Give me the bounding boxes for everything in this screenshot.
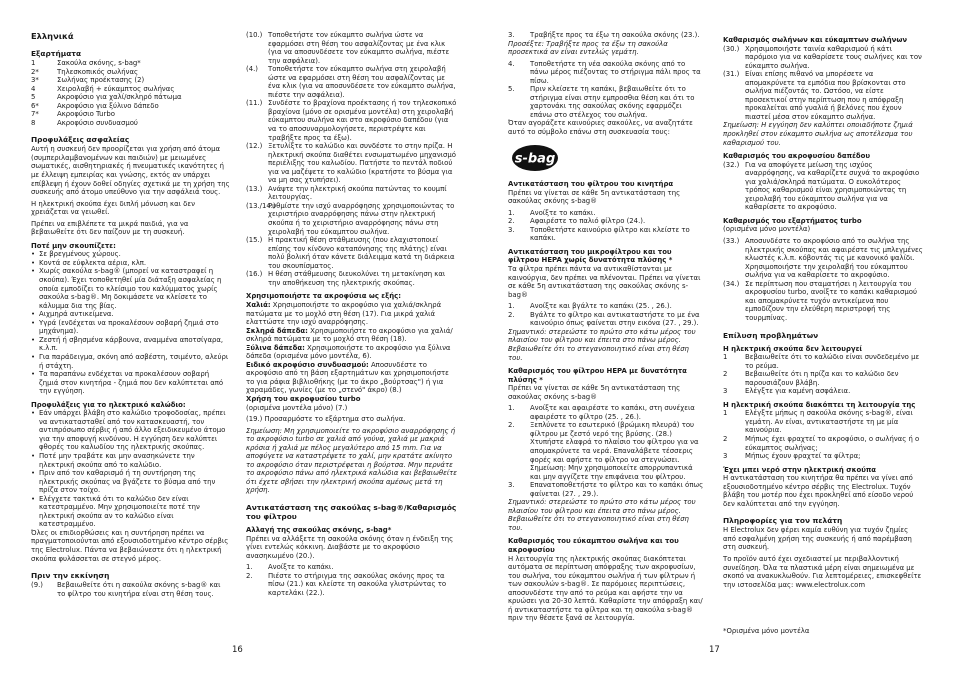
note: Προσέξτε: Τραβήξτε προς τα έξω τη σακούλα προσεκτικά αν είναι εντελώς γεμάτη. <box>508 39 668 57</box>
list-item <box>508 302 705 311</box>
bullet-icon: • <box>31 335 36 344</box>
list-item <box>723 237 923 280</box>
list-item <box>246 572 458 598</box>
subheading: Ποτέ μην σκουπίζετε: <box>31 241 116 250</box>
section-heading: Επίλυση προβλημάτων <box>723 330 819 340</box>
item-number: 5 <box>31 93 36 102</box>
item-text: Πριν από τον καθαρισμό ή τη συντήρηση της ηλεκτρικής σκούπας να βγάζετε το βύσμα από την πρίζα στον τοίχο. <box>39 469 216 495</box>
item-number: 1 <box>723 409 728 418</box>
bullet-item <box>31 310 230 319</box>
item-text: Συνδέστε το βραχίονα προέκτασης ή τον τηλεσκοπικό βραχίονα (μόνο σε ορισμένα μοντέλα) στη χειρολαβή εύκαμπτου σωλήνα και στο ακροφύσιο δαπέδου (για να το αποσυναρμολογήσετε, περιστρέψτε και τραβήξτε προς τα έξω). <box>268 99 457 142</box>
item-text: Μήπως έχει φραχτεί το ακροφύσιο, ο σωλήνας ή ο εύκαμπτος σωλήνας; <box>745 434 920 452</box>
nozzle-paragraph <box>246 395 458 404</box>
equipment-item <box>31 93 230 102</box>
item-text: Τοποθετήστε τον εύκαμπτο σωλήνα ώστε να εφαρμόσει στη θέση του ασφαλίζοντας με ένα κλικ (για να αποσυνδέσετε τον εύκαμπτο σωλήνα, πιέστε την ασφάλεια). <box>268 31 450 65</box>
s-bag-logo-text: s-bag <box>514 151 556 167</box>
note: Σημαντικό: στερεώστε το πρώτο στο κάτω μέρος του πλαισίου του φίλτρου και έπειτα στο πάνω μέρος. Βεβαιωθείτε ότι το στεγανοποιητικό είναι στη θέση του. <box>508 327 696 362</box>
column-3 <box>508 31 705 626</box>
item-text: Ακροφύσιο για χαλί/σκληρό πάτωμα <box>57 93 182 102</box>
item-number: 1. <box>508 302 515 311</box>
list-item <box>723 409 923 435</box>
bullet-icon: • <box>31 469 36 478</box>
item-number: 3* <box>31 76 39 85</box>
item-text: Η θέση στάθμευσης διευκολύνει τη μετακίνηση και την αποθήκευση της ηλεκτρικής σκούπας. <box>268 270 446 287</box>
item-text: Ξεπλύνετε το εσωτερικό (βρώμικη πλευρά) του φίλτρου με ζεστό νερό της βρύσης. (28.) Χτυπήστε ελαφρά το πλαίσιο του φίλτρου για να απομακρύνετε τα νερά. Επαναλάβετε τέσσερις φορές και αφήστε το φίλτρο να στεγνώσει. Σημείωση: Μην χρησιμοποιείτε απορρυπαντικά και μην αγγίζετε την επιφάνεια του φίλτρου. <box>530 421 699 481</box>
item-number: 4 <box>31 84 36 93</box>
bullet-icon: • <box>31 352 36 361</box>
nozzle-text: Χρησιμοποιήστε το ακροφύσιο για χαλιά/σκληρά πατώματα με το μοχλό στη θέση (18). <box>246 326 453 344</box>
bullet-item <box>31 259 230 268</box>
paragraph: Πρέπει να γίνεται σε κάθε 5η αντικατάσταση της σακούλας σκόνης s-bag® <box>508 384 681 401</box>
item-number: 2. <box>508 421 515 430</box>
item-text: Πριν κλείσετε τη καπάκι, βεβαιωθείτε ότι το στήριγμα είναι στην εμπροσθια θέση και ότι το χαρτονάκι της σακούλας σκόνης εφαρμόζει επάνω στο στέλεχος του σωλήνα. <box>530 85 695 119</box>
equipment-item <box>31 68 230 77</box>
section-heading: Εξαρτήματα <box>31 49 82 58</box>
item-number: 2. <box>508 217 515 226</box>
item-text: Ανάψτε την ηλεκτρική σκούπα πατώντας το κουμπί λειτουργίας. <box>268 184 447 202</box>
item-number: 1 <box>723 353 728 362</box>
item-text: Σε βρεγμένους χώρους. <box>39 250 121 259</box>
nozzle-label: Ειδικό ακροφύσιο συνδυασμού: <box>246 360 369 369</box>
item-text: Σωλήνας προέκτασης (2) <box>57 76 145 85</box>
bullet-icon: • <box>31 310 36 319</box>
subheading: Έχει μπει νερό στην ηλεκτρική σκούπα <box>723 465 877 474</box>
item-text: Ανοίξτε το καπάκι. <box>268 563 334 572</box>
item-text: Τοποθετήστε τον εύκαμπτο σωλήνα στη χειρολαβή ώστε να εφαρμόσει στη θέση του ασφαλίζοντας με ένα κλικ (για να αποσυνδέσετε τον εύκαμπτο σωλήνα, πιέστε την ασφάλεια). <box>268 65 456 99</box>
item-text: Τα παραπάνω ενδέχεται να προκαλέσουν σοβαρή ζημιά στον κινητήρα - ζημιά που δεν καλύπτεται από την εγγύηση. <box>39 370 224 396</box>
item-number: 1. <box>246 563 253 572</box>
subheading: Αλλαγή της σακούλας σκόνης, s-bag* <box>246 525 392 534</box>
nozzle-text: Χρησιμοποιήστε το ακροφύσιο για ξύλινα δάπεδα (ορισμένα μόνο μοντέλα, 6). <box>246 343 451 361</box>
list-item <box>508 60 705 86</box>
paragraph: Το προϊόν αυτό έχει σχεδιαστεί με περιβαλλοντική συνείδηση. Όλα τα πλαστικά μέρη είναι σημειωμένα με σκοπό να ανακυκλωθούν. Για λεπτομέρειες, επισκεφθείτε την ιστοσελίδα μας: www.electrolux.com <box>723 554 922 589</box>
bullet-item <box>31 495 230 529</box>
footnote: *Ορισμένα μόνο μοντέλα <box>723 627 810 636</box>
item-text: Βεβαιωθείτε ότι η σακούλα σκόνης s-bag® και το φίλτρο του κινητήρα είναι στη θέση τους. <box>57 581 221 598</box>
item-number: (11.) <box>246 99 263 108</box>
bullet-icon: • <box>31 409 36 418</box>
item-text: Ανοίξτε και αφαιρέστε το καπάκι, στη συνέχεια αφαιρέστε το φίλτρο (25. , 26.). <box>530 404 695 421</box>
bullet-item <box>31 370 230 396</box>
item-text: Πιέστε το στήριγμα της σακούλας σκόνης προς τα πίσω (21.) και κλείστε τη σακούλα γλιστρώντας το καρτελάκι (22.). <box>268 571 447 597</box>
item-text: Είναι επίσης πιθανό να μπορέσετε να απομακρύνετε τα εμπόδια που βρίσκονται στο σωλήνα πιέζοντάς το. Ωστόσο, να είστε προσεκτικοί στην περίπτωση που η απόφραξη προκαλείται από γυαλιά ή βελόνες που έχουν πιαστεί μέσα στον εύκαμπτο σωλήνα. <box>745 70 906 121</box>
section-heading: Πληροφορίες για τον πελάτη <box>723 516 843 526</box>
list-item <box>723 353 923 370</box>
item-text: Ανοίξτε και βγάλτε το καπάκι (25. , 26.). <box>530 302 672 311</box>
item-text: Κοντά σε εύφλεκτα αέρια, κλπ. <box>39 258 147 267</box>
paragraph: Πρέπει να γίνεται σε κάθε 5η αντικατάσταση της σακούλας σκόνης s-bag® <box>508 188 681 206</box>
note: Σημείωση: Μη χρησιμοποιείτε το ακροφύσιο αναρρόφησης ή το ακροφύσιο turbo σε χαλιά από γούνα, χαλιά με μακριά κρόσια ή χαλιά με πέλος μεγαλύτερο από 15 mm. Για να αποφύγετε να καταστρέψετε το χαλί, μην κρατάτε ακίνητο το ακροφύσιο όταν περιστρέφεται η βούρτσα. Μην περνάτε το ακροφύσιο πάνω από ηλεκτρικά καλώδια και βεβαιωθείτε ότι έχετε σβήσει την ηλεκτρική σκούπα αμέσως μετά τη χρήση. <box>246 426 458 495</box>
item-number: (16.) <box>246 270 263 279</box>
bullet-item <box>31 250 230 259</box>
item-text: Ποτέ μην τραβάτε και μην ανασηκώνετε την ηλεκτρική σκούπα από το καλώδιο. <box>39 451 195 469</box>
instruction-step <box>246 185 458 202</box>
s-bag-logo <box>510 143 705 176</box>
item-number: (15.) <box>246 236 263 245</box>
nozzle-label: Σκληρά δάπεδα: <box>246 326 308 335</box>
paragraph: Αυτή η συσκευή δεν προορίζεται για χρήση από άτομα (συμπεριλαμβανομένων και παιδιών) με μειωμένες σωματικές, αισθητηριακές ή πνευματικές ικανότητες ή με έλλειψη εμπειρίας και γνώσης, εκτός αν υπάρχει επίβλεψη ή έχουν δοθεί οδηγίες σχετικά με τη χρήση της συσκευής από άτομο υπεύθυνο για την ασφάλειά τους. <box>31 145 230 197</box>
list-item <box>723 435 923 452</box>
item-text: Ακροφύσιο συνδυασμού <box>57 118 138 127</box>
subheading: Καθαρισμός του φίλτρου HEPA με δυνατότητα πλύσης * <box>508 367 687 384</box>
paragraph: (ορισμένα μοντέλα μόνο) (7.) <box>246 403 348 412</box>
item-text: Ανοίξτε το καπάκι. <box>530 208 596 217</box>
item-text: Υγρά (ενδέχεται να προκαλέσουν σοβαρή ζημιά στο μηχάνημα). <box>39 318 219 336</box>
nozzle-paragraph <box>246 327 458 344</box>
bullet-icon: • <box>31 494 36 503</box>
paragraph: Όταν αγοράζετε καινούριες σακούλες, να αναζητάτε αυτό το σύμβολο επάνω στη συσκευασία τους: <box>508 119 693 137</box>
subheading: Αντικατάσταση του μικροφίλτρου και του φίλτρου HEPA χωρίς δυνατότητα πλύσης * <box>508 247 673 265</box>
item-text: Τηλεσκοπικός σωλήνας <box>57 67 139 76</box>
item-number: 3. <box>508 31 515 39</box>
item-number: 1. <box>508 404 515 413</box>
bullet-item <box>31 409 230 452</box>
subheading: Η ηλεκτρική σκούπα δεν λειτουργεί <box>723 344 863 353</box>
item-text: Σε περίπτωση που σταματήσει η λειτουργία του ακροφυσίου turbo, ανοίξτε το καπάκι καθαρισμού και απομακρύνετε τυχόν αντικείμενα που εμποδίζουν την ελεύθερη περιστροφή της τουρμπίνας. <box>745 279 917 322</box>
paragraph: Πρέπει να επιβλέπετε τα μικρά παιδιά, για να βεβαιωθείτε ότι δεν παίζουν με τη συσκευή. <box>31 219 189 237</box>
item-text: Ακροφύσιο για ξύλινο δάπεδο <box>57 101 159 110</box>
equipment-item <box>31 59 230 68</box>
item-number: 2. <box>246 571 253 580</box>
subheading: Η ηλεκτρική σκούπα διακόπτει τη λειτουργία της <box>723 400 916 409</box>
bullet-icon: • <box>31 267 36 276</box>
paragraph: (19.) Προσαρμόστε το εξάρτημα στο σωλήνα. <box>246 415 406 424</box>
item-text: Ξετυλίξτε το καλώδιο και συνδέστε το στην πρίζα. Η ηλεκτρική σκούπα διαθέτει ενσωματωμένο μηχανισμό περιέλιξης του καλωδίου. Πατήστε το πεντάλ ποδιού για να μαζέψετε το καλώδιο (κρατήστε το βύσμα για να μη σας χτυπήσει). <box>268 142 456 185</box>
paragraph: Όλες οι επιδιορθώσεις και η συντήρηση πρέπει να πραγματοποιούνται από εξουσιοδοτημένο κέντρο σέρβις της Electrolux. Πάντα να βεβαιώνεστε ότι η ηλεκτρική σκούπα φυλάσσεται σε στεγνό μέρος. <box>31 528 229 563</box>
paragraph: (ορισμένα μόνο μοντέλα) <box>723 225 811 234</box>
item-number: 1 <box>31 59 36 67</box>
column-4 <box>723 31 923 636</box>
subheading: Καθαρισμός του ακροφυσίου δαπέδου <box>723 152 871 161</box>
equipment-item <box>31 85 230 94</box>
equipment-item <box>31 76 230 85</box>
item-number: (10.) <box>246 31 263 39</box>
list-item <box>723 370 923 387</box>
language-title: Ελληνικά <box>31 31 74 41</box>
item-number: (13.) <box>246 184 263 193</box>
item-text: Για να αποφύγετε μείωση της ισχύος αναρρόφησης, να καθαρίζετε συχνά το ακροφύσιο για χαλιά/σκληρά πατώματα. Ο ευκολότερος τρόπος καθαρισμού είναι χρησιμοποιώντας τη χειρολαβή του εύκαμπτου σωλήνα για να καθαρίσετε το ακροφύσιο. <box>745 160 920 212</box>
equipment-item <box>31 119 230 128</box>
list-item <box>508 217 705 226</box>
item-number: (34.) <box>723 279 740 288</box>
bullet-item <box>31 469 230 495</box>
subheading: Προφυλάξεις για το ηλεκτρικό καλώδιο: <box>31 400 186 409</box>
item-number: (31.) <box>723 70 740 79</box>
subheading: Καθαρισμός του εξαρτήματος turbo <box>723 216 862 225</box>
item-text: Χωρίς σακούλα s-bag® (μπορεί να καταστραφεί η σκούπα). Έχει τοποθετηθεί μία διάταξη ασφαλείας η οποία εμποδίζει το κλείσιμο του καλύμματος χωρίς σακούλα s-bag®. Μη δοκιμάσετε να κλείσετε το κάλυμμα δια της βίας. <box>39 267 222 310</box>
item-number: (32.) <box>723 160 740 169</box>
item-number: 8 <box>31 118 36 127</box>
item-text: Μήπως έχουν φραχτεί τα φίλτρα; <box>745 452 861 461</box>
list-item <box>723 161 923 212</box>
list-item <box>723 70 923 121</box>
item-number: 6* <box>31 101 39 110</box>
list-item <box>508 209 705 218</box>
item-text: Ζεστή ή σβησμένα κάρβουνα, αναμμένα αποτσίγαρα, κ.λ.π. <box>39 335 224 353</box>
item-number: (4.) <box>246 65 258 74</box>
paragraph: Τα φίλτρα πρέπει πάντα να αντικαθίστανται με καινούργια, δεν πρέπει να πλένονται. Πρέπει να γίνεται σε κάθε 5η αντικατάσταση της σακούλας σκόνης s-bag® <box>508 265 701 299</box>
paragraph: Η Electrolux δεν φέρει καμία ευθύνη για τυχόν ζημίες από εσφαλμένη χρήση της συσκευής ή από παρέμβαση στη συσκευή. <box>723 526 912 552</box>
note: Σημείωση: Η εγγύηση δεν καλύπτει οποιαδήποτε ζημιά προκληθεί στον εύκαμπτο σωλήνα ως αποτέλεσμα του καθαρισμού του. <box>723 121 913 147</box>
instruction-step <box>246 270 458 287</box>
item-text: Σακούλα σκόνης, s-bag* <box>57 59 141 67</box>
subheading: Καθαρισμός σωλήνων και εύκαμπτων σωλήνων <box>723 36 908 44</box>
column-1 <box>31 32 230 598</box>
list-item <box>508 481 705 498</box>
bullet-icon: • <box>31 258 36 267</box>
item-text: Βεβαιωθείτε ότι το καλώδιο είναι συνδεδεμένο με το ρεύμα. <box>745 353 920 370</box>
item-text: Αποσυνδέστε το ακροφύσιο από το σωλήνα της ηλεκτρικής σκούπας και αφαιρέστε τις μπλεγμένες κλωστές κ.λ.π. κόβοντάς τις με κανονικό ψαλίδι. Χρησιμοποιήστε την χειρολαβή του εύκαμπτου σωλήνα για να καθαρίσετε το ακροφύσιο. <box>745 237 923 280</box>
list-item <box>723 452 923 461</box>
section-heading: Πριν την εκκίνηση <box>31 571 110 581</box>
subheading: Αντικατάσταση του φίλτρου του κινητήρα <box>508 180 674 189</box>
list-item <box>723 280 923 323</box>
instruction-step <box>246 65 458 99</box>
list-item <box>508 421 705 481</box>
paragraph: Η αντικατάσταση του κινητήρα θα πρέπει να γίνει από εξουσιοδοτημένο κέντρο σέρβις της Electrolux. Τυχόν βλάβη του μοτέρ που έχει προκληθεί από είσοδο νερού δεν καλύπτεται από την εγγύηση. <box>723 474 914 508</box>
nozzle-paragraph <box>246 344 458 361</box>
item-text: Αιχμηρά αντικείμενα. <box>39 310 114 319</box>
item-text: Ρυθμίστε την ισχύ αναρρόφησης χρησιμοποιώντας το χειριστήριο αναρρόφησης πάνω στην ηλεκτρική σκούπα ή το χειριστήριο αναρρόφησης πάνω στη χειρολαβή του εύκαμπτου σωλήνα. <box>268 201 455 236</box>
item-number: 2. <box>508 310 515 319</box>
item-text: Για παράδειγμα, σκόνη από ασβέστη, τσιμέντο, αλεύρι ή στάχτη. <box>39 352 229 370</box>
nozzle-label: Χαλιά: <box>246 300 271 309</box>
paragraph: Πρέπει να αλλάξετε τη σακούλα σκόνης όταν η ένδειξη της γίνει εντελώς κόκκινη. Διαβάστε με το ακροφύσιο ανασηκωμένο (20.). <box>246 534 454 560</box>
column-2 <box>246 31 458 597</box>
instruction-step <box>246 142 458 185</box>
subheading: Καθαρισμός του εύκαμπτου σωλήνα και του ακροφυσίου <box>508 537 679 554</box>
bullet-icon: • <box>31 370 36 379</box>
item-text: Αφαιρέστε το παλιό φίλτρο (24.). <box>530 217 646 226</box>
page-number-left: 16 <box>232 645 243 655</box>
paragraph: Η ηλεκτρική σκούπα έχει διπλή μόνωση και δεν χρειάζεται να γειωθεί. <box>31 199 195 217</box>
paragraph: Η λειτουργία της ηλεκτρικής σκούπας διακόπτεται αυτόματα σε περίπτωση απόφραξης των ακροφυσίων, του σωλήνα, του εύκαμπτου σωλήνα ή των φίλτρων ή των σακουλών s-bag®. Σε παρόμοιες περιπτώσεις, αποσυνδέστε την από το ρεύμα και αφήστε την να κρυώσει για 20-30 λεπτά. Καθαρίστε την απόφραξη και/ή αντικαταστήστε τα φίλτρα και τη σακούλα s-bag® πριν την θέσετε ξανά σε λειτουργία. <box>508 554 703 623</box>
section-heading: Προφυλάξεις ασφαλείας <box>31 135 130 145</box>
item-number: 2* <box>31 67 39 76</box>
item-number: 2 <box>723 434 728 443</box>
equipment-item <box>31 110 230 119</box>
bullet-icon: • <box>31 451 36 460</box>
item-text: Επανατοποθετήστε το φίλτρο και το καπάκι όπως φαίνεται (27. , 29.). <box>530 481 704 498</box>
list-item <box>508 311 705 328</box>
nozzle-paragraph <box>246 301 458 327</box>
item-text: Εάν υπάρχει βλάβη στο καλώδιο τροφοδοσίας, πρέπει να αντικατασταθεί από τον κατασκευαστή, τον αντιπρόσωπο σέρβις ή από άλλο εξειδικευμένο άτομο για την αποφυγή κινδύνου. Η εγγύηση δεν καλύπτει φθορές του καλωδίου της ηλεκτρικής σκούπας. <box>39 409 226 452</box>
item-text: Βεβαιωθείτε ότι η πρίζα και το καλώδιο δεν παρουσιάζουν βλάβη. <box>745 370 899 387</box>
item-number: 2 <box>723 370 728 379</box>
item-number: 1. <box>508 208 515 217</box>
item-number: 3 <box>723 387 728 396</box>
bullet-item <box>31 353 230 370</box>
list-item <box>723 45 923 71</box>
item-number: 3. <box>508 225 515 234</box>
item-number: (13./14.) <box>246 201 276 210</box>
item-text: Βγάλτε το φίλτρο και αντικαταστήστε το με ένα καινούριο όπως φαίνεται στην εικόνα (27. , 29.). <box>530 310 700 328</box>
item-text: Η πρακτική θέση στάθμευσης (που ελαχιστοποιεί επίσης τον κίνδυνο καταπόνησης της πλάτης) είναι πολύ βολική όταν κάνετε διάλειμμα κατά τη διάρκεια του σκουπίσματος. <box>268 236 455 270</box>
item-text: Τοποθετήστε τη νέα σακούλα σκόνης από το πάνω μέρος πιέζοντας το στήριγμα πάλι προς τα πίσω. <box>530 59 701 85</box>
section-heading: Αντικατάσταση της σακούλας s-bag®/Καθαρισμός του φίλτρου <box>246 502 457 521</box>
item-text: Ελέγξτε για καμένη ασφάλεια. <box>745 387 851 396</box>
nozzle-label: Ξύλινα δάπεδα: <box>246 343 305 352</box>
list-item <box>508 31 705 40</box>
item-text: Τοποθετήστε καινούριο φίλτρο και κλείστε το καπάκι. <box>530 225 690 243</box>
nozzle-text: Χρησιμοποιήστε το ακροφύσιο για χαλιά/σκληρά πατώματα με το μοχλό στη θέση (17). Για μικρά χαλιά ελαττώστε την ισχύ αναρρόφησης. <box>246 300 442 327</box>
equipment-item <box>31 102 230 111</box>
bullet-item <box>31 452 230 469</box>
instruction-step <box>246 236 458 270</box>
item-number: 3. <box>508 481 515 490</box>
item-number: 7* <box>31 110 39 119</box>
bullet-icon: • <box>31 250 36 259</box>
instruction-step <box>246 202 458 236</box>
bullet-icon: • <box>31 318 36 327</box>
note: Σημαντικό: στερεώστε το πρώτο στο κάτω μέρος του πλαισίου του φίλτρου και έπειτα στο πάνω μέρος. Βεβαιωθείτε ότι το στεγανοποιητικό είναι στη θέση του. <box>508 498 696 532</box>
item-text: Ελέγχετε τακτικά ότι το καλώδιο δεν είναι κατεστραμμένο. Μην χρησιμοποιείτε ποτέ την ηλεκτρική σκούπα αν το καλώδιο είναι κατεστραμμένο. <box>39 494 200 529</box>
bullet-item <box>31 319 230 336</box>
list-item <box>246 563 458 572</box>
page-number-right: 17 <box>709 645 720 655</box>
bullet-item <box>31 267 230 310</box>
list-item <box>31 581 230 598</box>
item-number: 3 <box>723 452 728 461</box>
list-item <box>508 226 705 243</box>
item-text: Ελέγξτε μήπως η σακούλα σκόνης s-bag®, είναι γεμάτη. Αν είναι, αντικαταστήστε τη με μία καινούρια. <box>745 409 913 435</box>
subheading: Χρησιμοποιήστε τα ακροφύσια ως εξής: <box>246 292 401 301</box>
list-item <box>723 387 923 396</box>
item-text: Χρησιμοποιήστε ταινία καθαρισμού ή κάτι παρόμοιο για να καθαρίσετε τους σωλήνες και τον εύκαμπτο σωλήνα. <box>745 44 922 70</box>
nozzle-label: Χρήση του ακροφυσίου turbo <box>246 394 361 403</box>
list-item <box>508 404 705 421</box>
item-number: (12.) <box>246 142 263 151</box>
item-text: Τραβήξτε προς τα έξω τη σακούλα σκόνης (23.). <box>530 31 700 39</box>
list-item <box>508 85 705 119</box>
nozzle-text: Αποσυνδέστε το ακροφύσιο από τη βάση εξαρτημάτων και χρησιμοποιήστε το για ράφια βιβλιοθήκης (με το άκρο „βούρτσας") ή για χαραμάδες, γωνίες (με το „στενό" άκρο) (8.) <box>246 360 449 395</box>
item-number: (9.) <box>31 581 43 590</box>
item-text: Χειρολαβή + εύκαμπτος σωλήνας <box>57 84 175 93</box>
item-number: (33.) <box>723 237 740 246</box>
bullet-item <box>31 336 230 353</box>
item-number: 5. <box>508 85 515 94</box>
item-number: 4. <box>508 59 515 68</box>
instruction-step <box>246 31 458 65</box>
nozzle-paragraph <box>246 361 458 395</box>
instruction-step <box>246 99 458 142</box>
item-number: (30.) <box>723 44 740 53</box>
item-text: Ακροφύσιο Turbo <box>57 110 115 119</box>
